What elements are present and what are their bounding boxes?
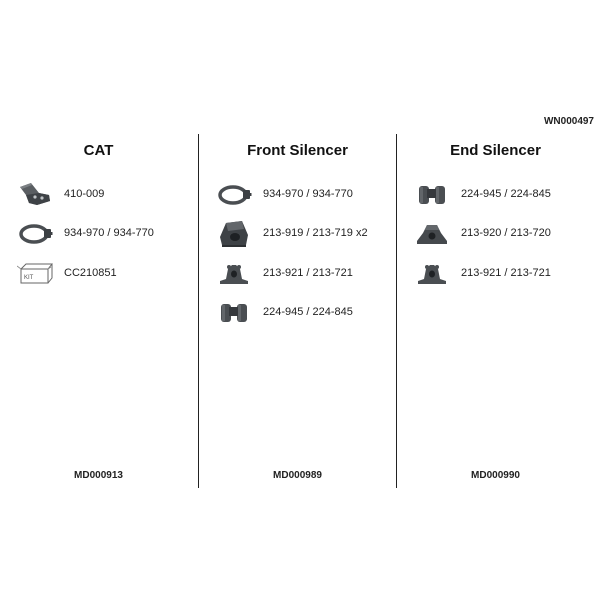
parts-list <box>16 174 193 293</box>
assembly-code: MD000913 <box>74 470 123 481</box>
list-item <box>413 174 590 214</box>
list-item <box>215 253 392 293</box>
clamp-icon <box>16 218 54 248</box>
list-item <box>16 253 193 293</box>
part-number: 213-919 / 213-719 x2 <box>263 227 368 240</box>
assembly-code: MD000990 <box>471 470 520 481</box>
hanger-icon <box>215 258 253 288</box>
list-item <box>16 214 193 254</box>
part-number: 410-009 <box>64 187 105 200</box>
kit-box-icon <box>16 258 54 288</box>
rubber-block-icon <box>215 297 253 327</box>
column-front-silencer <box>198 134 396 488</box>
part-number: 213-920 / 213-720 <box>461 227 551 240</box>
bracket-icon <box>16 179 54 209</box>
part-number: 224-945 / 224-845 <box>461 187 551 200</box>
svg-text:KIT: KIT <box>24 274 34 281</box>
column-end-silencer <box>396 134 594 488</box>
list-item <box>413 214 590 254</box>
parts-list <box>215 174 392 332</box>
rubber-mount-icon <box>215 218 253 248</box>
parts-list <box>413 174 590 293</box>
clamp-icon <box>215 179 253 209</box>
list-item <box>215 174 392 214</box>
part-number: 934-970 / 934-770 <box>64 227 154 240</box>
rubber-block-icon <box>413 179 451 209</box>
part-number: 224-945 / 224-845 <box>263 306 353 319</box>
column-cat <box>0 134 197 488</box>
list-item <box>413 253 590 293</box>
list-item <box>16 174 193 214</box>
part-number: 934-970 / 934-770 <box>263 187 353 200</box>
part-number: 213-921 / 213-721 <box>461 266 551 279</box>
list-item <box>215 293 392 333</box>
rubber-mount-small-icon <box>413 218 451 248</box>
part-number: CC210851 <box>64 266 117 279</box>
hanger-icon <box>413 258 451 288</box>
column-title: CAT <box>83 142 114 159</box>
list-item <box>215 214 392 254</box>
reference-code: WN000497 <box>543 116 594 127</box>
assembly-code: MD000989 <box>273 470 322 481</box>
column-title: End Silencer <box>450 142 541 159</box>
column-title: Front Silencer <box>247 142 348 159</box>
part-number: 213-921 / 213-721 <box>263 266 353 279</box>
